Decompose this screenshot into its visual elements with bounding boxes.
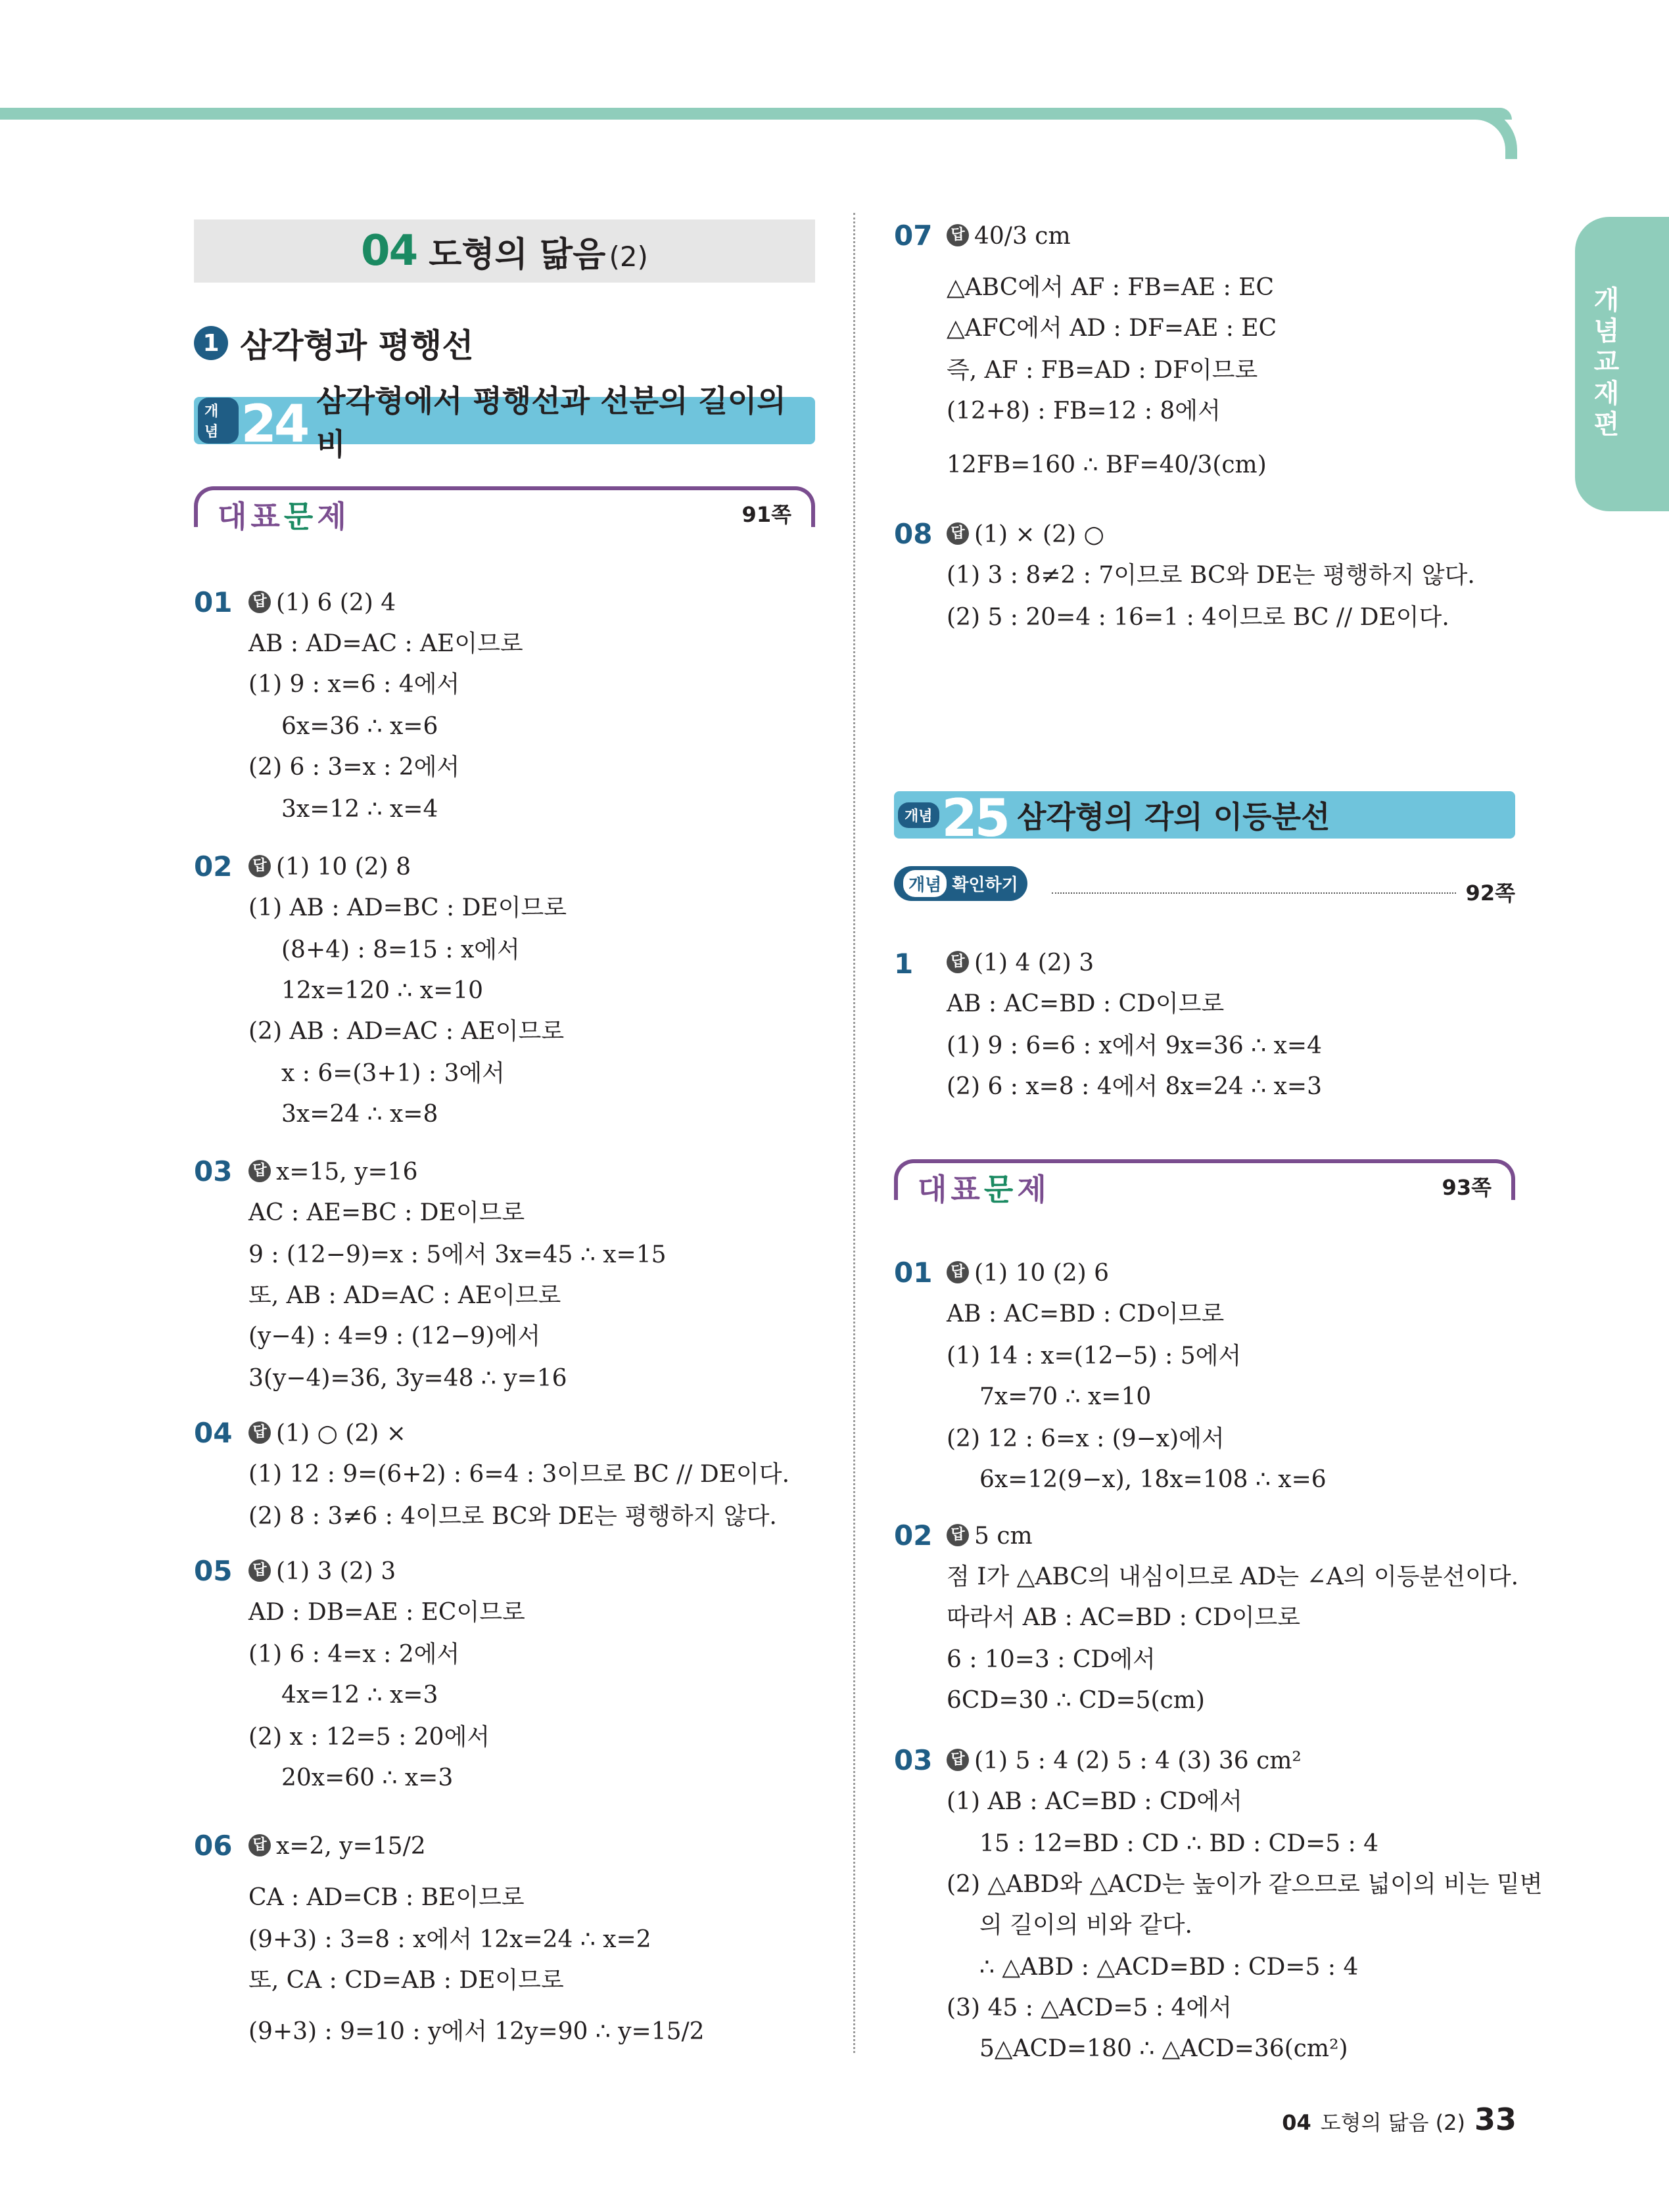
answer-text: (1) 6 (2) 4	[276, 589, 396, 616]
answer-icon: 답	[947, 1524, 969, 1546]
solution-line: (2) x : 12=5 : 20에서	[248, 1724, 490, 1751]
answer-line	[947, 1262, 1109, 1286]
solution-line: 9 : (12−9)=x : 5에서 3x=45 ∴ x=15	[248, 1241, 667, 1268]
problem-number: 02	[194, 850, 233, 883]
dotted-leader	[1052, 892, 1456, 894]
solution-line: 12x=120 ∴ x=10	[281, 977, 484, 1004]
side-tab	[1575, 217, 1669, 511]
solution-line: (1) AB : AD=BC : DE이므로	[248, 894, 567, 921]
concept-bar-25	[894, 789, 1515, 848]
chapter-subtitle: (2)	[609, 240, 648, 273]
solution-line: CA : AD=CB : BE이므로	[248, 1884, 525, 1911]
answer-icon: 답	[248, 1421, 271, 1444]
problem-number: 03	[194, 1155, 233, 1187]
problem-number: 1	[894, 948, 914, 980]
solution-line: (9+3) : 3=8 : x에서 12x=24 ∴ x=2	[248, 1926, 651, 1953]
solution-line: x : 6=(3+1) : 3에서	[281, 1060, 505, 1087]
answer-icon: 답	[947, 1749, 969, 1771]
solution-line: (2) 5 : 20=4 : 16=1 : 4이므로 BC // DE이다.	[947, 604, 1449, 631]
solution-line: △ABC에서 AF : FB=AE : EC	[947, 274, 1275, 301]
solution-line: ∴ △ABD : △ACD=BD : CD=5 : 4	[979, 1954, 1359, 1981]
answer-icon: 답	[248, 1559, 271, 1582]
solution-line: (12+8) : FB=12 : 8에서	[947, 398, 1221, 425]
rep-problems-label	[218, 493, 350, 536]
concept-number: 25	[941, 789, 1008, 848]
rep-problems-label	[918, 1166, 1050, 1209]
footer-chapter-number: 04	[1282, 2110, 1311, 2135]
concept-title: 삼각형의 각의 이등분선	[1017, 799, 1330, 835]
problem-number: 06	[194, 1830, 233, 1862]
answer-icon: 답	[248, 855, 271, 877]
solution-line: AB : AC=BD : CD이므로	[947, 1301, 1225, 1327]
answer-line	[947, 523, 1104, 547]
solution-line: 5△ACD=180 ∴ △ACD=36(cm²)	[979, 2035, 1348, 2062]
solution-line: (8+4) : 8=15 : x에서	[281, 936, 520, 963]
rep-label-part: 문	[283, 499, 317, 534]
column-divider	[853, 213, 855, 2053]
solution-line: (1) 6 : 4=x : 2에서	[248, 1641, 460, 1668]
answer-text: (1) 10 (2) 8	[276, 854, 411, 881]
solution-line: 점 I가 △ABC의 내심이므로 AD는 ∠A의 이등분선이다.	[947, 1563, 1519, 1590]
concept-title: 삼각형에서 평행선과 선분의 길이의 비	[316, 383, 786, 462]
page-footer	[1282, 2102, 1516, 2137]
answer-icon: 답	[947, 1261, 969, 1283]
answer-icon: 답	[248, 591, 271, 613]
page-reference: 91쪽	[741, 502, 791, 527]
solution-line: 3(y−4)=36, 3y=48 ∴ y=16	[248, 1365, 567, 1392]
solution-line: AD : DB=AE : EC이므로	[248, 1599, 525, 1626]
solution-line: 즉, AF : FB=AD : DF이므로	[947, 357, 1258, 384]
solution-line: (9+3) : 9=10 : y에서 12y=90 ∴ y=15/2	[248, 2018, 705, 2045]
rep-label-part: 대표	[218, 499, 284, 534]
answer-line	[248, 591, 396, 616]
solution-line: (2) 8 : 3≠6 : 4이므로 BC와 DE는 평행하지 않다.	[248, 1503, 777, 1530]
solution-line: (1) 12 : 9=(6+2) : 6=4 : 3이므로 BC // DE이다.	[248, 1461, 790, 1488]
section-heading	[194, 319, 474, 367]
answer-line	[947, 952, 1094, 976]
problem-number: 07	[894, 219, 933, 252]
rep-problems-header-left	[194, 486, 815, 534]
section-title: 삼각형과 평행선	[240, 327, 474, 365]
answer-text: (1) 4 (2) 3	[974, 950, 1094, 977]
solution-line: 4x=12 ∴ x=3	[281, 1682, 438, 1709]
problem-number: 08	[894, 518, 933, 550]
solution-line: △AFC에서 AD : DF=AE : EC	[947, 315, 1277, 342]
solution-line: (y−4) : 4=9 : (12−9)에서	[248, 1323, 541, 1350]
solution-line: 의 길이의 비와 같다.	[979, 1912, 1192, 1939]
solution-line: (1) 9 : 6=6 : x에서 9x=36 ∴ x=4	[947, 1032, 1322, 1059]
solution-line: (1) 9 : x=6 : 4에서	[248, 671, 460, 698]
answer-text: 40/3 cm	[974, 223, 1071, 250]
concept-badge: 개념	[898, 802, 939, 828]
solution-line: (2) 12 : 6=x : (9−x)에서	[947, 1425, 1225, 1452]
solution-line: 3x=24 ∴ x=8	[281, 1101, 438, 1128]
answer-line	[248, 856, 411, 880]
concept-bar-24	[194, 383, 815, 462]
page-reference: 93쪽	[1442, 1175, 1492, 1200]
solution-line: 12FB=160 ∴ BF=40/3(cm)	[947, 451, 1267, 478]
answer-line	[248, 1422, 406, 1446]
answer-text: (1) 3 (2) 3	[276, 1558, 396, 1585]
answer-line	[248, 1161, 417, 1185]
solution-line: (2) △ABD와 △ACD는 높이가 같으므로 넓이의 비는 밑변	[947, 1871, 1543, 1898]
top-decorative-band	[0, 108, 1512, 120]
answer-line	[248, 1835, 426, 1859]
solution-line: AB : AD=AC : AE이므로	[248, 630, 523, 657]
problem-number: 01	[194, 586, 233, 618]
problem-number: 03	[894, 1744, 933, 1776]
section-number-badge: 1	[194, 326, 228, 360]
concept-number: 24	[241, 395, 308, 454]
solution-line: 6CD=30 ∴ CD=5(cm)	[947, 1687, 1205, 1714]
problem-number: 02	[894, 1519, 933, 1552]
rep-label-part: 대표	[918, 1172, 984, 1207]
rep-label-part: 제	[317, 499, 350, 534]
solution-line: (2) 6 : 3=x : 2에서	[248, 754, 460, 781]
footer-chapter-title: 도형의 닮음 (2)	[1320, 2110, 1465, 2135]
answer-text: x=15, y=16	[276, 1159, 418, 1186]
answer-icon: 답	[947, 224, 969, 246]
page-reference: 92쪽	[1465, 881, 1515, 906]
answer-text: x=2, y=15/2	[276, 1833, 426, 1860]
solution-line: 6x=12(9−x), 18x=108 ∴ x=6	[979, 1466, 1327, 1493]
answer-icon: 답	[947, 522, 969, 545]
rep-label-part: 제	[1017, 1172, 1050, 1207]
answer-text: 5 cm	[974, 1523, 1033, 1550]
solution-line: (1) 3 : 8≠2 : 7이므로 BC와 DE는 평행하지 않다.	[947, 562, 1475, 589]
concept-check-badge	[894, 866, 1027, 901]
solution-line: (1) AB : AC=BD : CD에서	[947, 1788, 1242, 1815]
concept-badge: 개념	[198, 398, 239, 444]
chapter-title: 도형의 닮음	[429, 235, 606, 275]
problem-number: 01	[894, 1256, 933, 1289]
solution-line: AC : AE=BC : DE이므로	[248, 1199, 525, 1226]
solution-line: 7x=70 ∴ x=10	[979, 1383, 1152, 1410]
solution-line: 20x=60 ∴ x=3	[281, 1764, 454, 1791]
problem-number: 04	[194, 1417, 233, 1449]
answer-text: (1) 5 : 4 (2) 5 : 4 (3) 36 cm²	[974, 1747, 1302, 1774]
solution-line: AB : AC=BD : CD이므로	[947, 990, 1225, 1017]
solution-line: 6 : 10=3 : CD에서	[947, 1646, 1156, 1673]
rep-label-part: 문	[983, 1172, 1018, 1207]
answer-line	[947, 1749, 1302, 1774]
problem-number: 05	[194, 1555, 233, 1587]
answer-line	[947, 1525, 1033, 1549]
chapter-number: 04	[361, 227, 417, 275]
answer-icon: 답	[947, 951, 969, 973]
solution-line: (1) 14 : x=(12−5) : 5에서	[947, 1343, 1242, 1370]
rep-problems-header-right	[894, 1159, 1515, 1207]
answer-icon: 답	[248, 1834, 271, 1856]
solution-line: (2) AB : AD=AC : AE이므로	[248, 1018, 565, 1045]
answer-icon: 답	[248, 1160, 271, 1182]
solution-line: 6x=36 ∴ x=6	[281, 713, 438, 740]
solution-line: 또, CA : CD=AB : DE이므로	[248, 1967, 564, 1994]
answer-line	[947, 225, 1071, 249]
check-badge-title: 확인하기	[952, 875, 1018, 895]
chapter-title-group	[429, 227, 648, 276]
solution-line: (2) 6 : x=8 : 4에서 8x=24 ∴ x=3	[947, 1073, 1322, 1100]
solution-line: (3) 45 : △ACD=5 : 4에서	[947, 1994, 1232, 2021]
answer-text: (1) ○ (2) ×	[276, 1420, 406, 1447]
solution-line: 15 : 12=BD : CD ∴ BD : CD=5 : 4	[979, 1830, 1379, 1857]
answer-text: (1) 10 (2) 6	[974, 1260, 1110, 1287]
solution-line: 3x=12 ∴ x=4	[281, 796, 438, 823]
answer-text: (1) × (2) ○	[974, 521, 1104, 548]
chapter-header	[194, 219, 815, 283]
solution-line: 또, AB : AD=AC : AE이므로	[248, 1282, 561, 1309]
page-number: 33	[1474, 2102, 1516, 2137]
answer-line	[248, 1560, 396, 1584]
solution-line: 따라서 AB : AC=BD : CD이므로	[947, 1604, 1301, 1631]
check-badge-label: 개념	[903, 870, 947, 897]
concept-check-row	[894, 866, 1515, 906]
side-tab-label: 개념교재편	[1593, 285, 1620, 440]
